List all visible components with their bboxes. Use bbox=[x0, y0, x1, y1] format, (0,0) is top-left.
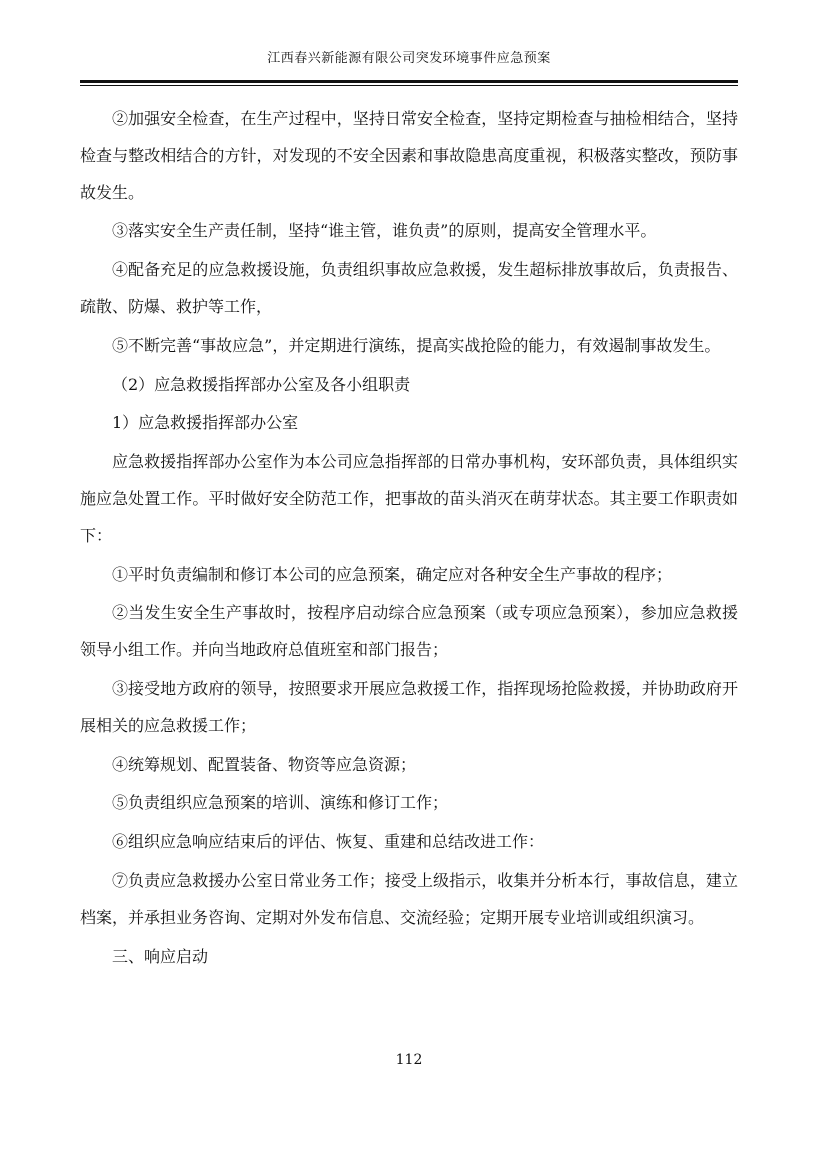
duty-item-6: ⑥组织应急响应结束后的评估、恢复、重建和总结改进工作： bbox=[112, 832, 545, 852]
document-body bbox=[80, 101, 738, 977]
duty-item-3: ③接受地方政府的领导，按照要求开展应急救援工作，指挥现场抢险救援，并协助政府开展相关的应急救援工作； bbox=[80, 678, 738, 735]
subsection-heading-command-office: 1）应急救援指挥部办公室 bbox=[112, 413, 299, 433]
section-heading-office-duties: （2）应急救援指挥部办公室及各小组职责 bbox=[112, 374, 411, 394]
duty-item-1: ①平时负责编制和修订本公司的应急预案，确定应对各种安全生产事故的程序； bbox=[112, 564, 673, 584]
duty-item-4: ④统筹规划、配置装备、物资等应急资源； bbox=[112, 754, 417, 774]
header-rule-thin bbox=[80, 85, 738, 86]
page-number: 112 bbox=[395, 1052, 423, 1068]
paragraph-drills: ⑤不断完善“事故应急”，并定期进行演练，提高实战抢险的能力，有效遏制事故发生。 bbox=[112, 335, 721, 355]
paragraph-office-overview: 应急救援指挥部办公室作为本公司应急指挥部的日常办事机构，安环部负责，具体组织实施应急处置工作。平时做好安全防范工作，把事故的苗头消灭在萌芽状态。其主要工作职责如下： bbox=[80, 452, 738, 545]
header-rule-thick bbox=[80, 80, 738, 83]
duty-item-2: ②当发生安全生产事故时，按程序启动综合应急预案（或专项应急预案），参加应急救援领导小组工作。并向当地政府总值班室和部门报告； bbox=[80, 603, 738, 660]
duty-item-7: ⑦负责应急救援办公室日常业务工作；接受上级指示，收集并分析本行，事故信息，建立档案，并承担业务咨询、定期对外发布信息、交流经验；定期开展专业培训或组织演习。 bbox=[80, 870, 738, 927]
section-heading-response-start: 三、响应启动 bbox=[112, 946, 209, 966]
page-header: 江西春兴新能源有限公司突发环境事件应急预案 bbox=[267, 51, 551, 66]
paragraph-strengthen-inspection: ②加强安全检查，在生产过程中，坚持日常安全检查，坚持定期检查与抽检相结合，坚持检查与整改相结合的方针，对发现的不安全因素和事故隐患高度重视，积极落实整改，预防事故发生。 bbox=[80, 109, 738, 202]
paragraph-rescue-facilities: ④配备充足的应急救援设施，负责组织事故应急救援，发生超标排放事故后，负责报告、疏散、防爆、救护等工作， bbox=[80, 260, 738, 316]
paragraph-responsibility-system: ③落实安全生产责任制，坚持“谁主管，谁负责”的原则，提高安全管理水平。 bbox=[112, 221, 657, 241]
duty-item-5: ⑤负责组织应急预案的培训、演练和修订工作； bbox=[112, 793, 449, 813]
